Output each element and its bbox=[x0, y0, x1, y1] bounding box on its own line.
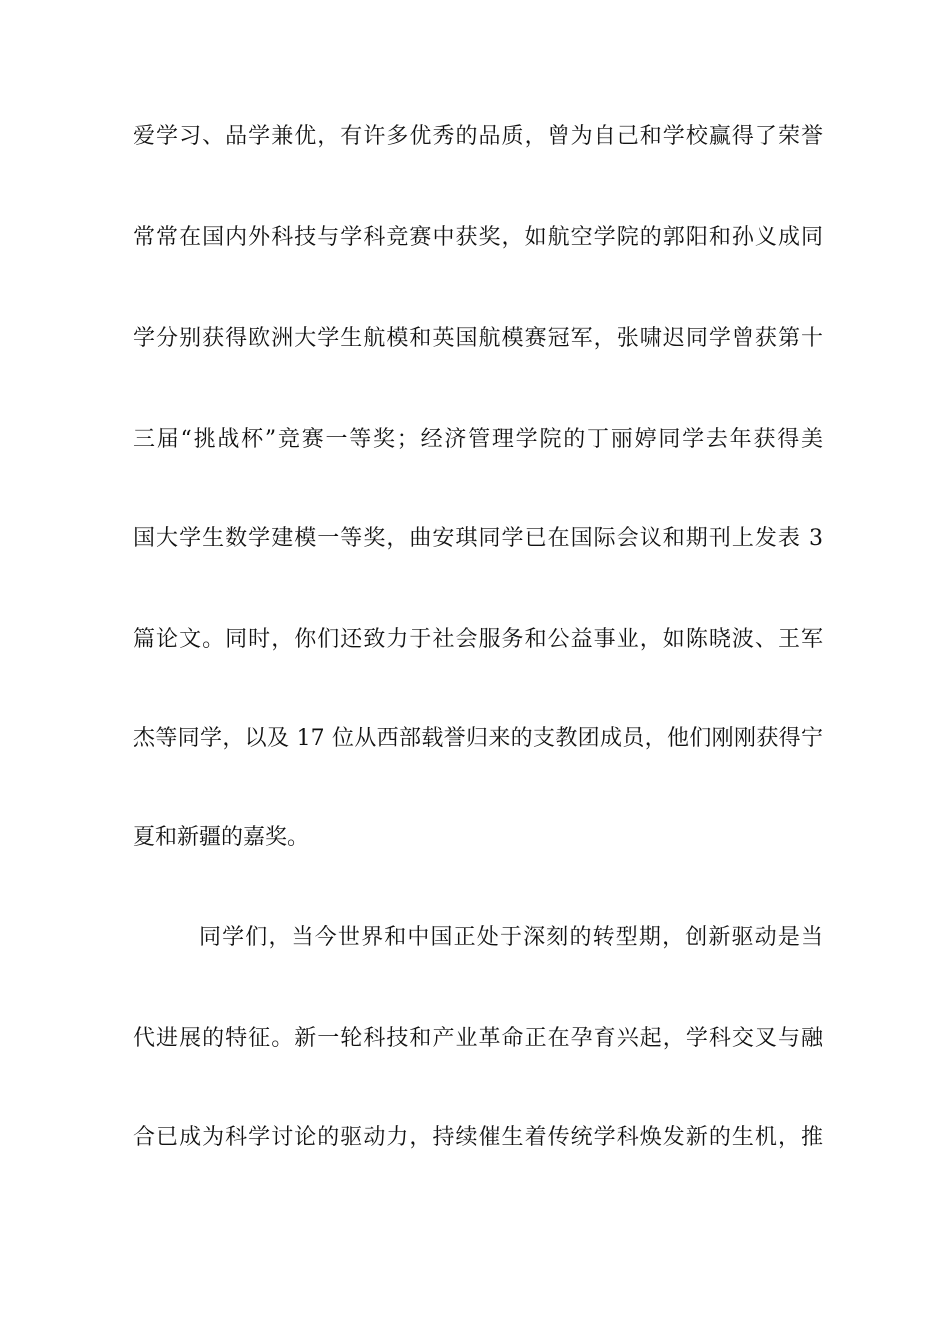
paragraph-2-line-2: 代进展的特征。新一轮科技和产业革命正在孕育兴起，学科交叉与融 bbox=[133, 1026, 823, 1051]
paragraph-1-line-1: 爱学习、品学兼优，有许多优秀的品质，曾为自己和学校赢得了荣誉 bbox=[133, 124, 823, 149]
paragraph-1-line-2: 常常在国内外科技与学科竞赛中获奖，如航空学院的郭阳和孙义成同 bbox=[133, 225, 823, 250]
paragraph-2-line-1: 同学们，当今世界和中国正处于深刻的转型期，创新驱动是当 bbox=[199, 925, 823, 950]
paragraph-1-line-4: 三届“挑战杯”竞赛一等奖；经济管理学院的丁丽婷同学去年获得美 bbox=[133, 427, 823, 452]
paragraph-1-line-3: 学分别获得欧洲大学生航模和英国航模赛冠军，张啸迟同学曾获第十 bbox=[133, 326, 823, 351]
paragraph-1-line-8: 夏和新疆的嘉奖。 bbox=[133, 825, 310, 850]
paragraph-1-line-6: 篇论文。同时，你们还致力于社会服务和公益事业，如陈晓波、王军 bbox=[133, 627, 823, 652]
paragraph-2-line-3: 合已成为科学讨论的驱动力，持续催生着传统学科焕发新的生机，推 bbox=[133, 1125, 823, 1150]
paragraph-1-line-5: 国大学生数学建模一等奖，曲安琪同学已在国际会议和期刊上发表 3 bbox=[133, 526, 823, 551]
paragraph-1-line-7: 杰等同学，以及 17 位从西部载誉归来的支教团成员，他们刚刚获得宁 bbox=[133, 726, 823, 751]
